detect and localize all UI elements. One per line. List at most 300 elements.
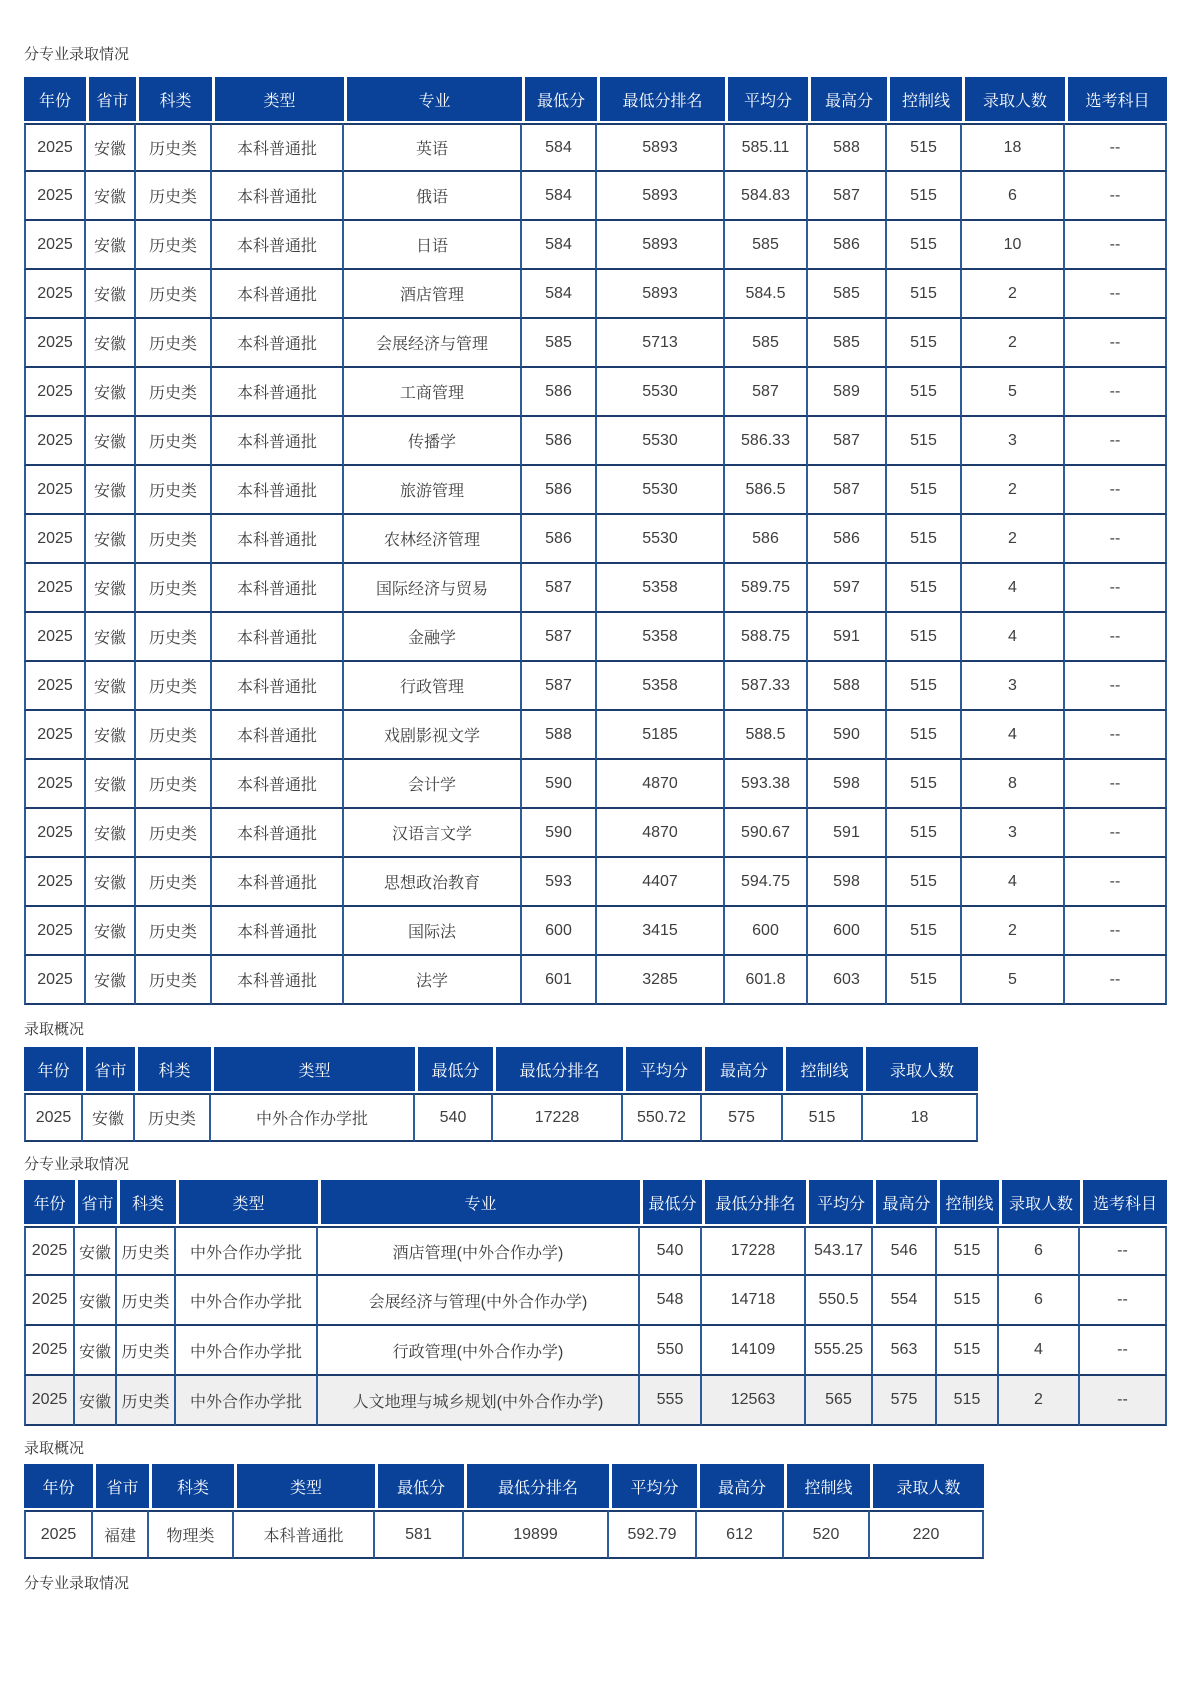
table-cell: 本科普通批 <box>212 172 344 221</box>
table-cell: 传播学 <box>344 417 522 466</box>
table-cell: 588.5 <box>725 711 808 760</box>
column-header: 专业 <box>344 77 522 123</box>
table-row <box>24 613 1167 662</box>
table-cell: 历史类 <box>117 1326 176 1376</box>
table-cell: 587 <box>808 466 887 515</box>
table-cell: 历史类 <box>117 1276 176 1326</box>
table-cell: 工商管理 <box>344 368 522 417</box>
table-row <box>24 858 1167 907</box>
column-header: 科类 <box>117 1180 176 1226</box>
table-cell: 安徽 <box>83 1093 135 1142</box>
table-cell: 5185 <box>597 711 725 760</box>
table-cell: 588 <box>808 123 887 172</box>
table-cell: 金融学 <box>344 613 522 662</box>
table-cell: -- <box>1065 907 1167 956</box>
header-row <box>24 1464 984 1510</box>
table-cell: 546 <box>873 1226 937 1276</box>
table-row <box>24 662 1167 711</box>
table-cell: 5893 <box>597 123 725 172</box>
table-cell: 本科普通批 <box>212 515 344 564</box>
table-cell: 5358 <box>597 662 725 711</box>
table-cell: 2025 <box>24 662 86 711</box>
table-cell: 592.79 <box>609 1510 697 1559</box>
table-row <box>24 221 1167 270</box>
table-cell: 历史类 <box>136 123 212 172</box>
table-cell: 587 <box>808 172 887 221</box>
column-header: 录取人数 <box>863 1047 978 1093</box>
table-cell: 安徽 <box>86 466 136 515</box>
column-header: 最高分 <box>873 1180 937 1226</box>
column-header: 科类 <box>135 1047 211 1093</box>
table-cell: 日语 <box>344 221 522 270</box>
table-row <box>24 172 1167 221</box>
table-cell: 会展经济与管理(中外合作办学) <box>318 1276 640 1326</box>
table-cell: 540 <box>415 1093 493 1142</box>
table-cell: 2025 <box>24 172 86 221</box>
table-cell: 2025 <box>24 123 86 172</box>
table-cell: 515 <box>887 907 962 956</box>
table-cell: 2025 <box>24 858 86 907</box>
table-cell: 安徽 <box>86 809 136 858</box>
table-cell: 行政管理(中外合作办学) <box>318 1326 640 1376</box>
table-row <box>24 1226 1167 1276</box>
table-cell: 2025 <box>24 613 86 662</box>
section-title-overview-2: 录取概况 <box>24 1440 85 1457</box>
section-title-overview-1: 录取概况 <box>24 1021 85 1038</box>
table-cell: 4 <box>962 613 1065 662</box>
table-cell: 586 <box>808 515 887 564</box>
table-cell: 550.5 <box>806 1276 873 1326</box>
table-cell: 3285 <box>597 956 725 1005</box>
table-cell: 600 <box>522 907 597 956</box>
table-cell: 587 <box>808 417 887 466</box>
table-cell: 575 <box>873 1376 937 1426</box>
table-row <box>24 123 1167 172</box>
table-cell: 586 <box>522 466 597 515</box>
table-cell: 601.8 <box>725 956 808 1005</box>
table-cell: 安徽 <box>86 858 136 907</box>
table-cell: -- <box>1065 515 1167 564</box>
table-cell: 安徽 <box>86 319 136 368</box>
column-header: 最低分排名 <box>597 77 725 123</box>
table-cell: 人文地理与城乡规划(中外合作办学) <box>318 1376 640 1426</box>
table-cell: 行政管理 <box>344 662 522 711</box>
table-cell: 4 <box>962 711 1065 760</box>
table-cell: 515 <box>937 1376 999 1426</box>
table-cell: -- <box>1065 760 1167 809</box>
table-cell: 590 <box>522 760 597 809</box>
table-cell: 594.75 <box>725 858 808 907</box>
table-cell: 12563 <box>702 1376 806 1426</box>
table-cell: 2025 <box>24 515 86 564</box>
table-cell: 安徽 <box>86 123 136 172</box>
table-cell: 585 <box>522 319 597 368</box>
table-cell: 会展经济与管理 <box>344 319 522 368</box>
table-cell: 6 <box>999 1226 1080 1276</box>
table-cell: 历史类 <box>117 1376 176 1426</box>
table-cell: 历史类 <box>136 319 212 368</box>
table-cell: -- <box>1065 417 1167 466</box>
column-header: 控制线 <box>783 1047 863 1093</box>
column-header: 最低分排名 <box>493 1047 623 1093</box>
table-cell: -- <box>1065 956 1167 1005</box>
table-cell: 安徽 <box>75 1376 117 1426</box>
table-cell: 515 <box>887 613 962 662</box>
table-cell: 安徽 <box>86 270 136 319</box>
section-title-major-admissions-1: 分专业录取情况 <box>24 46 130 63</box>
table-cell: 2 <box>962 466 1065 515</box>
table-cell: 4 <box>962 858 1065 907</box>
table-cell: 5 <box>962 368 1065 417</box>
table-cell: 英语 <box>344 123 522 172</box>
table-cell: 586.33 <box>725 417 808 466</box>
table-cell: 584.83 <box>725 172 808 221</box>
table-cell: 584 <box>522 270 597 319</box>
table-cell: 思想政治教育 <box>344 858 522 907</box>
table-cell: 历史类 <box>136 564 212 613</box>
table-cell: 本科普通批 <box>212 662 344 711</box>
table-cell: 2025 <box>24 907 86 956</box>
column-header: 年份 <box>24 1180 75 1226</box>
column-header: 省市 <box>75 1180 117 1226</box>
table-cell: -- <box>1080 1226 1167 1276</box>
table-cell: 5 <box>962 956 1065 1005</box>
table-cell: 国际经济与贸易 <box>344 564 522 613</box>
table-cell: 安徽 <box>86 417 136 466</box>
table-cell: -- <box>1065 809 1167 858</box>
table-cell: 本科普通批 <box>234 1510 375 1559</box>
table-cell: 5530 <box>597 368 725 417</box>
table-cell: 本科普通批 <box>212 858 344 907</box>
table-cell: 中外合作办学批 <box>211 1093 415 1142</box>
table-row <box>24 1276 1167 1326</box>
table-cell: 本科普通批 <box>212 907 344 956</box>
table-cell: 4407 <box>597 858 725 907</box>
table-cell: 5358 <box>597 613 725 662</box>
table-cell: 中外合作办学批 <box>176 1276 318 1326</box>
table-cell: 601 <box>522 956 597 1005</box>
table-cell: 515 <box>887 319 962 368</box>
column-header: 最高分 <box>808 77 887 123</box>
table-cell: 2025 <box>24 1326 75 1376</box>
table-row <box>24 956 1167 1005</box>
table-row <box>24 466 1167 515</box>
table-major-admissions-anhui-history <box>24 77 1167 1005</box>
table-cell: 598 <box>808 760 887 809</box>
table-cell: 5713 <box>597 319 725 368</box>
table-cell: 515 <box>887 270 962 319</box>
table-cell: 515 <box>887 809 962 858</box>
table-cell: 农林经济管理 <box>344 515 522 564</box>
table-cell: 2025 <box>24 1093 83 1142</box>
table-cell: 2025 <box>24 1510 93 1559</box>
table-cell: 554 <box>873 1276 937 1326</box>
table-cell: 515 <box>887 466 962 515</box>
table-cell: 历史类 <box>136 417 212 466</box>
table-overview-fujian <box>24 1464 984 1559</box>
table-cell: 585 <box>808 270 887 319</box>
section-title-major-admissions-3: 分专业录取情况 <box>24 1575 130 1592</box>
table-cell: 福建 <box>93 1510 149 1559</box>
table-cell: -- <box>1080 1326 1167 1376</box>
table-row <box>24 515 1167 564</box>
table-row <box>24 809 1167 858</box>
table-cell: 515 <box>887 172 962 221</box>
table-cell: 515 <box>937 1276 999 1326</box>
table-cell: 515 <box>937 1226 999 1276</box>
table-cell: 2 <box>999 1376 1080 1426</box>
column-header: 年份 <box>24 1464 93 1510</box>
table-cell: 本科普通批 <box>212 417 344 466</box>
table-cell: 2025 <box>24 417 86 466</box>
column-header: 平均分 <box>725 77 808 123</box>
table-cell: 589.75 <box>725 564 808 613</box>
column-header: 省市 <box>93 1464 149 1510</box>
table-cell: 历史类 <box>136 760 212 809</box>
table-major-admissions-anhui-coop <box>24 1180 1167 1426</box>
table-cell: 587 <box>725 368 808 417</box>
table-row <box>24 711 1167 760</box>
table-cell: 俄语 <box>344 172 522 221</box>
table-cell: 历史类 <box>136 270 212 319</box>
table-cell: 18 <box>863 1093 978 1142</box>
table-cell: 591 <box>808 809 887 858</box>
table-cell: 本科普通批 <box>212 221 344 270</box>
table-cell: 587 <box>522 613 597 662</box>
table-cell: 18 <box>962 123 1065 172</box>
table-cell: -- <box>1065 564 1167 613</box>
table-cell: 3 <box>962 809 1065 858</box>
table-row <box>24 907 1167 956</box>
table-cell: 585 <box>725 319 808 368</box>
table-cell: 548 <box>640 1276 702 1326</box>
table-cell: 5893 <box>597 172 725 221</box>
table-cell: 587 <box>522 662 597 711</box>
table-cell: -- <box>1065 368 1167 417</box>
table-cell: 中外合作办学批 <box>176 1226 318 1276</box>
table-cell: 555 <box>640 1376 702 1426</box>
table-cell: 历史类 <box>136 956 212 1005</box>
table-cell: -- <box>1080 1376 1167 1426</box>
table-cell: 586 <box>522 515 597 564</box>
table-cell: 2025 <box>24 368 86 417</box>
table-cell: 酒店管理(中外合作办学) <box>318 1226 640 1276</box>
table-cell: 17228 <box>493 1093 623 1142</box>
table-cell: 586 <box>808 221 887 270</box>
table-cell: 550.72 <box>623 1093 702 1142</box>
table-cell: 本科普通批 <box>212 368 344 417</box>
table-cell: 597 <box>808 564 887 613</box>
column-header: 省市 <box>86 77 136 123</box>
table-cell: 本科普通批 <box>212 564 344 613</box>
table-cell: 历史类 <box>136 172 212 221</box>
table-cell: 5530 <box>597 417 725 466</box>
column-header: 最低分 <box>375 1464 464 1510</box>
table-cell: 515 <box>887 858 962 907</box>
table-cell: 法学 <box>344 956 522 1005</box>
table-cell: 历史类 <box>136 368 212 417</box>
table-cell: 2 <box>962 319 1065 368</box>
table-cell: 5530 <box>597 515 725 564</box>
column-header: 类型 <box>211 1047 415 1093</box>
table-cell: 3 <box>962 662 1065 711</box>
column-header: 平均分 <box>623 1047 702 1093</box>
column-header: 控制线 <box>937 1180 999 1226</box>
table-cell: 3 <box>962 417 1065 466</box>
column-header: 最高分 <box>697 1464 784 1510</box>
table-cell: 540 <box>640 1226 702 1276</box>
column-header: 科类 <box>136 77 212 123</box>
table-cell: 586 <box>522 368 597 417</box>
table-cell: 本科普通批 <box>212 613 344 662</box>
table-cell: 会计学 <box>344 760 522 809</box>
column-header: 省市 <box>83 1047 135 1093</box>
column-header: 专业 <box>318 1180 640 1226</box>
table-row <box>24 1510 984 1559</box>
column-header: 最低分排名 <box>702 1180 806 1226</box>
table-cell: 本科普通批 <box>212 466 344 515</box>
table-cell: 612 <box>697 1510 784 1559</box>
table-cell: -- <box>1080 1276 1167 1326</box>
column-header: 科类 <box>149 1464 234 1510</box>
table-row <box>24 368 1167 417</box>
table-cell: 2025 <box>24 221 86 270</box>
table-cell: 515 <box>783 1093 863 1142</box>
table-cell: 安徽 <box>86 221 136 270</box>
table-cell: -- <box>1065 466 1167 515</box>
header-row <box>24 1180 1167 1226</box>
table-cell: 戏剧影视文学 <box>344 711 522 760</box>
table-cell: 旅游管理 <box>344 466 522 515</box>
table-cell: 593 <box>522 858 597 907</box>
header-row <box>24 1047 978 1093</box>
table-cell: 5893 <box>597 221 725 270</box>
table-cell: 543.17 <box>806 1226 873 1276</box>
table-cell: -- <box>1065 270 1167 319</box>
table-cell: 6 <box>962 172 1065 221</box>
table-cell: 本科普通批 <box>212 270 344 319</box>
column-header: 录取人数 <box>870 1464 984 1510</box>
column-header: 控制线 <box>784 1464 870 1510</box>
table-cell: 2025 <box>24 270 86 319</box>
table-cell: 安徽 <box>86 564 136 613</box>
table-cell: 历史类 <box>136 221 212 270</box>
table-cell: 历史类 <box>136 858 212 907</box>
table-cell: 515 <box>887 662 962 711</box>
column-header: 最低分 <box>640 1180 702 1226</box>
table-cell: 2025 <box>24 1226 75 1276</box>
table-cell: 5530 <box>597 466 725 515</box>
table-row <box>24 417 1167 466</box>
table-cell: 历史类 <box>117 1226 176 1276</box>
table-cell: 588 <box>522 711 597 760</box>
table-cell: 14109 <box>702 1326 806 1376</box>
table-row <box>24 1376 1167 1426</box>
table-cell: 本科普通批 <box>212 760 344 809</box>
table-cell: 安徽 <box>75 1226 117 1276</box>
table-cell: 历史类 <box>136 515 212 564</box>
table-cell: 本科普通批 <box>212 809 344 858</box>
table-cell: 575 <box>702 1093 783 1142</box>
table-cell: 历史类 <box>136 711 212 760</box>
table-cell: 587.33 <box>725 662 808 711</box>
table-cell: 5893 <box>597 270 725 319</box>
table-cell: 515 <box>887 956 962 1005</box>
table-cell: 2 <box>962 270 1065 319</box>
header-row <box>24 77 1167 123</box>
column-header: 类型 <box>212 77 344 123</box>
table-cell: 603 <box>808 956 887 1005</box>
table-cell: 584 <box>522 123 597 172</box>
table-overview-anhui-coop <box>24 1047 978 1142</box>
column-header: 选考科目 <box>1080 1180 1167 1226</box>
table-cell: -- <box>1065 613 1167 662</box>
table-cell: 3415 <box>597 907 725 956</box>
table-cell: 安徽 <box>86 613 136 662</box>
table-cell: 4 <box>999 1326 1080 1376</box>
column-header: 录取人数 <box>962 77 1065 123</box>
table-cell: 安徽 <box>75 1276 117 1326</box>
column-header: 平均分 <box>609 1464 697 1510</box>
table-cell: 590 <box>808 711 887 760</box>
table-row <box>24 319 1167 368</box>
table-cell: 515 <box>937 1326 999 1376</box>
table-cell: 220 <box>870 1510 984 1559</box>
table-cell: 安徽 <box>86 760 136 809</box>
table-cell: 本科普通批 <box>212 123 344 172</box>
table-cell: 515 <box>887 417 962 466</box>
table-cell: 590 <box>522 809 597 858</box>
table-cell: 2025 <box>24 564 86 613</box>
table-cell: -- <box>1065 172 1167 221</box>
table-cell: 5358 <box>597 564 725 613</box>
table-cell: -- <box>1065 123 1167 172</box>
table-cell: 安徽 <box>86 907 136 956</box>
table-cell: 2025 <box>24 956 86 1005</box>
table-cell: 汉语言文学 <box>344 809 522 858</box>
column-header: 年份 <box>24 77 86 123</box>
table-cell: 安徽 <box>86 662 136 711</box>
table-row <box>24 270 1167 319</box>
table-cell: 588.75 <box>725 613 808 662</box>
column-header: 录取人数 <box>999 1180 1080 1226</box>
table-cell: 600 <box>808 907 887 956</box>
table-cell: 565 <box>806 1376 873 1426</box>
table-cell: 历史类 <box>136 466 212 515</box>
table-cell: 520 <box>784 1510 870 1559</box>
table-cell: 8 <box>962 760 1065 809</box>
table-cell: 安徽 <box>75 1326 117 1376</box>
table-cell: 14718 <box>702 1276 806 1326</box>
table-cell: 591 <box>808 613 887 662</box>
table-cell: 4870 <box>597 760 725 809</box>
table-cell: 515 <box>887 368 962 417</box>
column-header: 年份 <box>24 1047 83 1093</box>
table-cell: 585 <box>725 221 808 270</box>
table-row <box>24 1326 1167 1376</box>
table-cell: 586.5 <box>725 466 808 515</box>
table-cell: 4870 <box>597 809 725 858</box>
table-cell: 国际法 <box>344 907 522 956</box>
table-cell: 物理类 <box>149 1510 234 1559</box>
table-cell: 515 <box>887 760 962 809</box>
table-cell: 2025 <box>24 319 86 368</box>
table-cell: 本科普通批 <box>212 711 344 760</box>
table-cell: 584.5 <box>725 270 808 319</box>
table-cell: 2025 <box>24 1276 75 1326</box>
table-cell: 584 <box>522 172 597 221</box>
table-cell: 2 <box>962 907 1065 956</box>
